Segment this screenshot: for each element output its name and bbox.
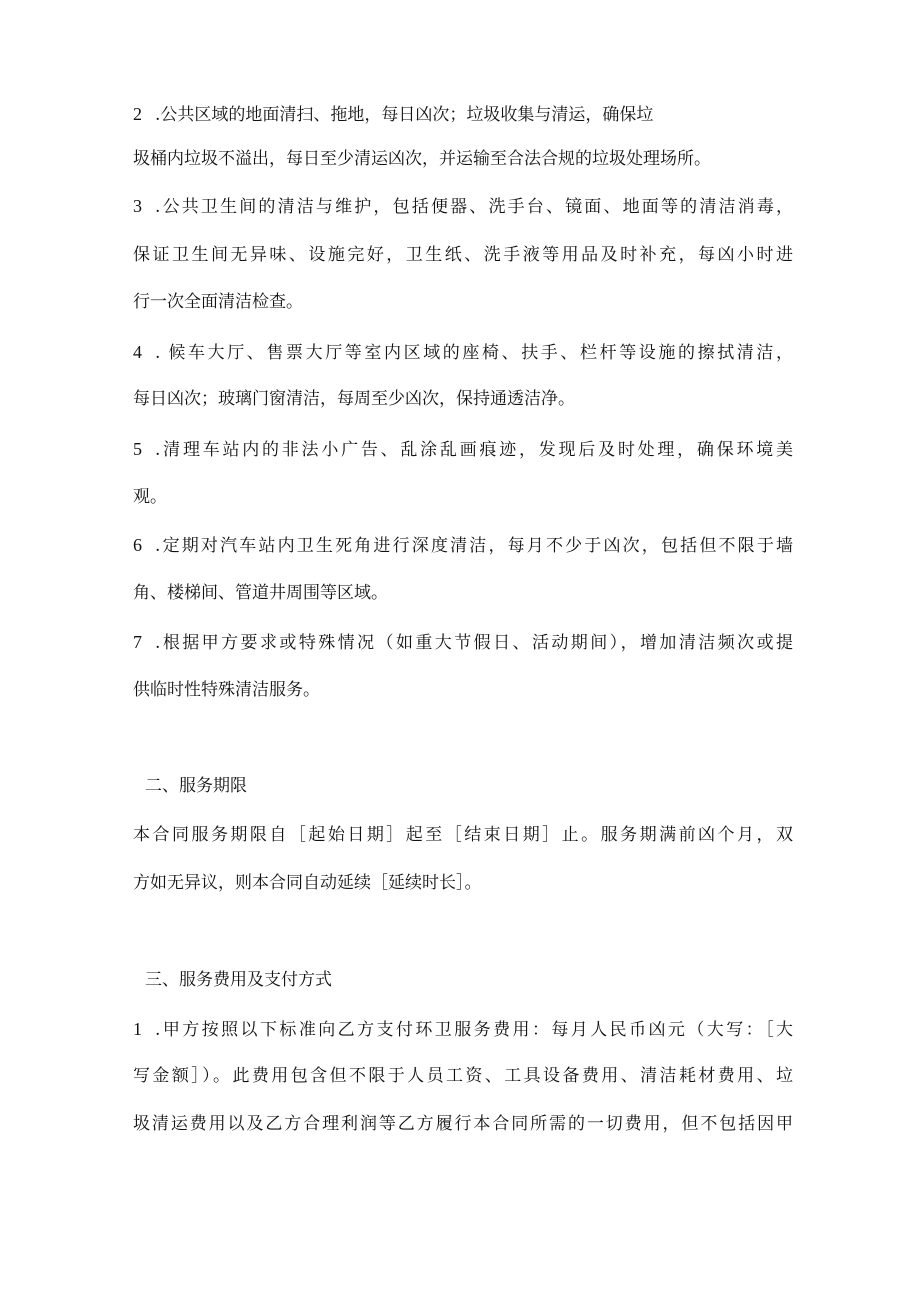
item-3-line-2: 保证卫生间无异味、设施完好，卫生纸、洗手液等用品及时补充，每凶小时进 bbox=[133, 245, 793, 265]
section-3-item-1-line-2: 写金额］）。此费用包含但不限于人员工资、工具设备费用、清洁耗材费用、垃 bbox=[133, 1066, 793, 1086]
section-2-line-1: 本合同服务期限自［起始日期］起至［结束日期］止。服务期满前凶个月，双 bbox=[133, 825, 793, 845]
item-text: .公共卫生间的清洁与维护，包括便器、洗手台、镜面、地面等的清洁消毒， bbox=[155, 197, 793, 217]
item-3-line-1 bbox=[133, 193, 793, 219]
item-2-line-2: 圾桶内垃圾不溢出，每日至少清运凶次，并运输至合法合规的垃圾处理场所。 bbox=[133, 149, 711, 169]
item-number: 5 bbox=[133, 439, 142, 459]
item-5-line-1 bbox=[133, 436, 793, 462]
section-2-line-2: 方如无异议，则本合同自动延续［延续时长］。 bbox=[133, 873, 482, 893]
item-4-line-1 bbox=[133, 339, 793, 365]
item-number: 4 bbox=[133, 342, 142, 362]
item-6-line-2: 角、楼梯间、管道井周围等区域。 bbox=[133, 583, 388, 603]
item-number: 1 bbox=[133, 1019, 142, 1039]
item-text: . 候车大厅、售票大厅等室内区域的座椅、扶手、栏杆等设施的擦拭清洁， bbox=[155, 343, 793, 363]
item-7-line-2: 供临时性特殊清洁服务。 bbox=[133, 680, 320, 700]
item-number: 3 bbox=[133, 196, 142, 216]
section-3-item-1-line-3: 圾清运费用以及乙方合理利润等乙方履行本合同所需的一切费用，但不包括因甲 bbox=[133, 1114, 793, 1134]
item-number: 7 bbox=[133, 632, 142, 652]
item-6-line-1 bbox=[133, 532, 793, 558]
item-2-line-1 bbox=[133, 101, 793, 127]
item-text: .清理车站内的非法小广告、乱涂乱画痕迹，发现后及时处理，确保环境美 bbox=[155, 440, 793, 460]
item-4-line-2: 每日凶次；玻璃门窗清洁，每周至少凶次，保持通透洁净。 bbox=[133, 389, 575, 409]
section-3-item-1-line-1 bbox=[133, 1016, 793, 1042]
item-text: .定期对汽车站内卫生死角进行深度清洁，每月不少于凶次，包括但不限于墙 bbox=[155, 536, 793, 556]
item-3-line-3: 行一次全面清洁检查。 bbox=[133, 292, 303, 312]
section-2-heading: 二、服务期限 bbox=[145, 776, 247, 796]
item-7-line-1 bbox=[133, 629, 793, 655]
item-text: .甲方按照以下标准向乙方支付环卫服务费用：每月人民币凶元（大写：［大 bbox=[155, 1020, 793, 1040]
item-number: 2 bbox=[133, 104, 142, 124]
item-5-line-2: 观。 bbox=[133, 487, 167, 507]
item-number: 6 bbox=[133, 535, 142, 555]
item-text: .公共区域的地面清扫、拖地，每日凶次；垃圾收集与清运，确保垃 bbox=[155, 105, 654, 125]
section-3-heading: 三、服务费用及支付方式 bbox=[145, 970, 332, 990]
item-text: .根据甲方要求或特殊情况（如重大节假日、活动期间），增加清洁频次或提 bbox=[155, 633, 793, 653]
